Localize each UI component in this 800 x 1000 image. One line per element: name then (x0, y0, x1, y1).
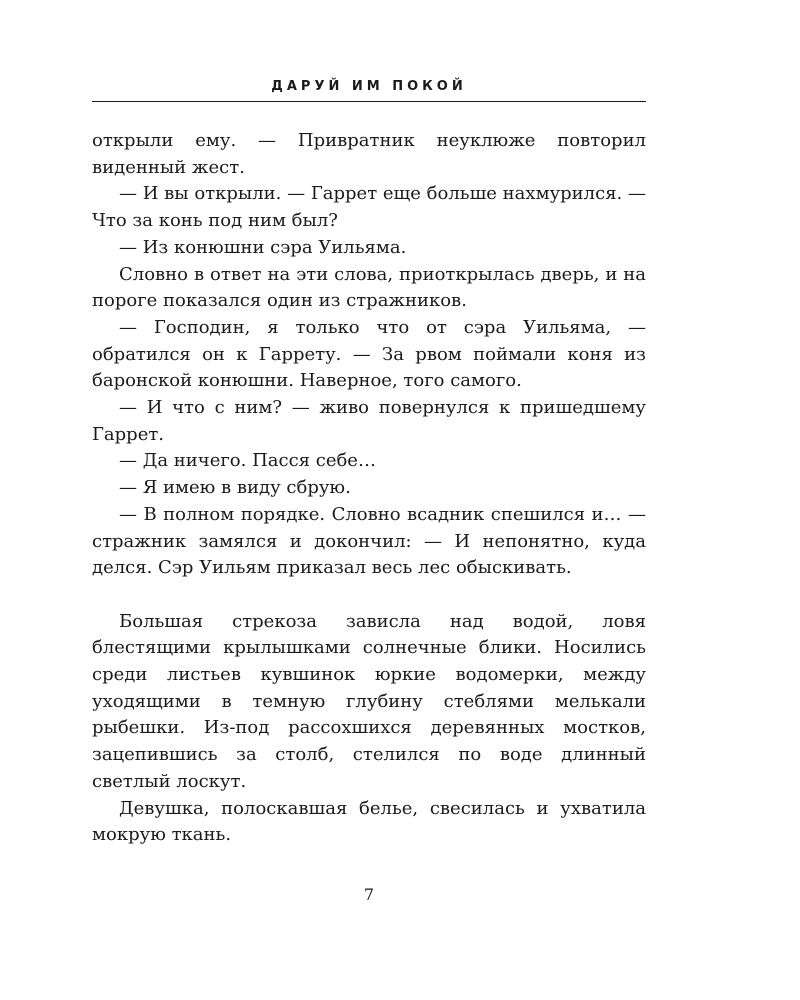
paragraph: — Из конюшни сэра Уильяма. (119, 236, 407, 258)
paragraph: — Господин, я только что от сэра Уильяма, — обратился он к Гаррету. — За рвом поймали коня из баронской конюшни. Наверное, того самого. (92, 316, 646, 392)
paragraph: Девушка, полоскавшая белье, свесилась и ухватила мокрую ткань. (92, 797, 646, 846)
running-head: ДАРУЙ ИМ ПОКОЙ (271, 79, 467, 94)
body-text (92, 128, 646, 849)
paragraph: открыли ему. — Привратник неуклюже повторил виденный жест. (92, 130, 646, 178)
paragraph: — И вы открыли. — Гаррет еще больше нахмурился. — Что за конь под ним был? (92, 183, 646, 232)
paragraph: — Я имею в виду сбрую. (119, 477, 351, 499)
page-number: 7 (363, 885, 375, 904)
paragraph: — Да ничего. Пасся себе… (119, 450, 376, 472)
header-rule (92, 101, 646, 102)
paragraph: Словно в ответ на эти слова, приоткрылась дверь, и на пороге показался один из стражников. (92, 263, 646, 312)
paragraph: Большая стрекоза зависла над водой, ловя блестящими крылышками солнечные блики. Носились среди листьев кувшинок юркие водомерки, между уходящими в темную глубину стеблями мелькали рыбешки. Из-под рассохшихся деревянных мостков, зацепившись за столб, стелился по воде длинный светлый лоскут. (92, 610, 646, 792)
paragraph: — В полном порядке. Словно всадник спешился и… — стражник замялся и докончил: — И непонятно, куда делся. Сэр Уильям приказал весь лес обыскивать. (92, 503, 646, 579)
paragraph: — И что с ним? — живо повернулся к пришедшему Гаррет. (92, 397, 646, 445)
